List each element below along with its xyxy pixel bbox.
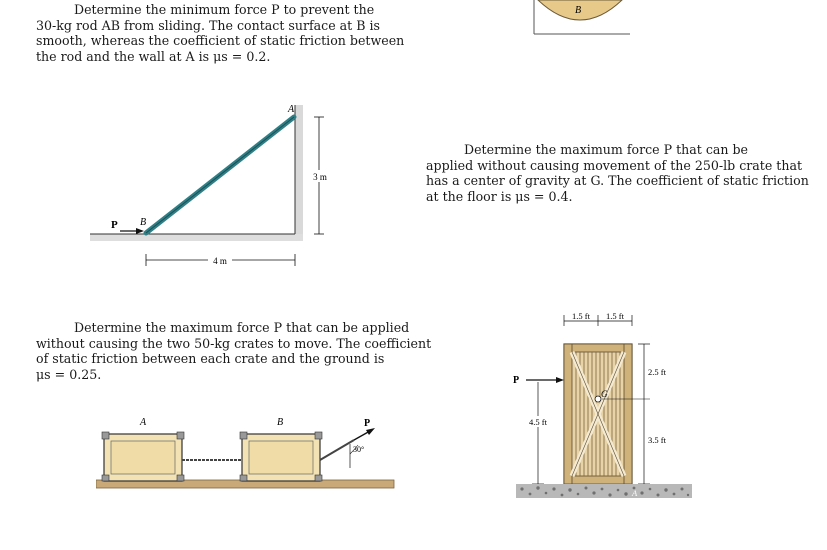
problem2-line-2: applied without causing movement of the 250-lb crate that [426,157,803,173]
two-crates-figure [96,412,396,494]
problem1-line-2: 30-kg rod AB from sliding. The contact surface at B is [36,17,380,33]
label-b-disk: B [575,5,582,16]
force-p-arrowhead [556,377,564,383]
dim-width-label: 4 m [213,256,227,266]
dim-right-upper-label: 2.5 ft [648,367,666,377]
crate-left-rail [564,344,572,484]
crate-top-rail [564,344,632,352]
disk-figure-fragment [520,0,640,36]
dim-height-label: 3 m [313,172,327,182]
wall [295,105,303,240]
label-a: A [288,104,295,115]
dim-right-lower-label: 3.5 ft [648,435,666,445]
rod-wall-figure [80,95,340,275]
crate-right-rail [624,344,632,484]
problem2-statement [426,142,809,204]
angle-label: 30° [353,445,365,454]
label-b: B [140,217,147,228]
dim-left-label: 4.5 ft [529,417,547,427]
label-p: P [111,219,118,231]
rod-ab-edge [146,117,294,233]
problem3-line-2: without causing the two 50-kg crates to move. The coefficient [36,335,432,351]
crate-a [102,432,184,481]
force-p-arrowhead [366,428,375,435]
pull-cable [320,440,354,460]
label-p: P [513,375,520,386]
problem2-line-3: has a center of gravity at G. The coefficient of static friction [426,173,809,189]
floor [90,234,303,241]
crate-b [240,432,322,481]
dim-top-right-label: 1.5 ft [606,311,624,321]
problem2-line-1: Determine the maximum force P that can be [464,142,749,157]
problem3-line-4: μs = 0.25. [36,366,102,382]
label-p: P [364,418,371,429]
problem1-statement [36,2,405,64]
label-a: A [632,488,638,498]
problem2-line-4: at the floor is μs = 0.4. [426,188,573,204]
label-crate-a: A [140,417,147,428]
problem3-line-3: of static friction between each crate and the ground is [36,351,385,367]
label-g: G [601,389,608,399]
problem1-line-3: smooth, whereas the coefficient of static friction between [36,33,405,49]
problem1-line-4: the rod and the wall at A is μs = 0.2. [36,48,271,64]
force-p-arrowhead [136,228,144,234]
dim-top-left-label: 1.5 ft [572,311,590,321]
problem3-statement [36,320,432,382]
crate-bottom-rail [564,476,632,484]
tall-crate-figure [508,306,704,506]
label-crate-b: B [277,417,284,428]
problem3-line-1: Determine the maximum force P that can be applied [74,320,410,335]
problem1-line-1: Determine the minimum force P to prevent the [74,2,375,17]
